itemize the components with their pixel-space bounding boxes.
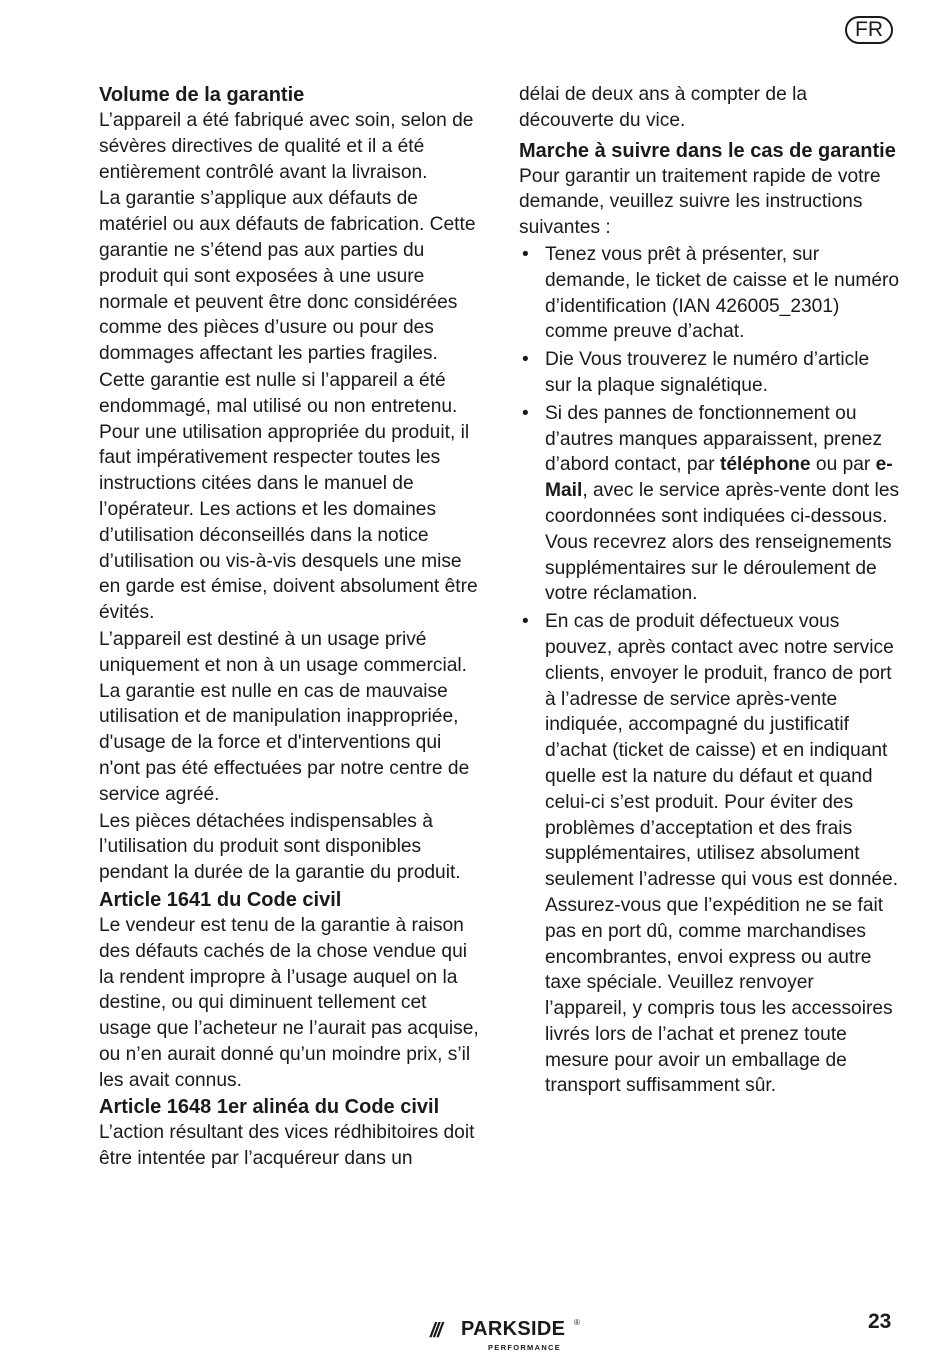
bullet: • (522, 611, 529, 633)
paragraph: L’appareil a été fabriqué avec soin, selon de sévères directives de qualité et il a été entièrement contrôlé avant la livraison. (99, 110, 474, 183)
logo-wordmark: PARKSIDE (461, 1318, 566, 1340)
heading-warranty-procedure: Marche à suivre dans le cas de garantie (519, 139, 896, 162)
logo-slashes: /// (430, 1320, 441, 1342)
paragraph: L’appareil est destiné à un usage privé uniquement et non à un usage commercial. La garantie est nulle en cas de mauvaise utilisation et de manipulation inappropriée, d'usage de la force et d'interventions qui n'ont pas été effectuées par notre centre de service agréé. (99, 628, 470, 805)
bullet: • (522, 349, 529, 371)
list-item (519, 242, 900, 345)
heading-article-1648: Article 1648 1er alinéa du Code civil (99, 1096, 440, 1119)
heading-article-1641: Article 1641 du Code civil (99, 888, 342, 911)
logo-registered-mark: ® (574, 1318, 580, 1327)
paragraph: délai de deux ans à compter de la découverte du vice. (519, 84, 807, 131)
bullet: • (522, 402, 529, 424)
list-item (519, 347, 900, 399)
list-item (519, 609, 900, 1099)
emphasis-email: e-Mail (545, 454, 893, 502)
heading-warranty-scope: Volume de la garantie (99, 84, 305, 106)
paragraph: Le vendeur est tenu de la garantie à raison des défauts cachés de la chose vendue qui la rendent impropre à l’usage auquel on la destine, ou qui diminuent tellement cet usage que l’acheteur ne l’aurait pas acquise, ou n’en aurait donné qu’un moindre prix, s’il les avait connus. (99, 914, 479, 1091)
list-item-text: En cas de produit défectueux vous pouvez, après contact avec notre service clients, envoyer le produit, franco de port à l’adresse de service après-vente indiquée, accompagné du justificatif d’achat (ticket de caisse) et en indiquant quelle est la nature du défaut et quand celui-ci s’est produit. Pour éviter des problèmes d’acceptation et des frais supplémentaires, utilisez absolument seulement l’adresse qui vous est donnée. Assurez-vous que l’expédition ne se fait pas en port dû, comme marchandises encombrantes, envoi express ou autre taxe spéciale. Veuillez renvoyer l’appareil, y compris tous les accessoires livrés lors de l’achat et prenez toute mesure pour avoir un emballage de transport suffisamment sûr. (545, 611, 899, 1097)
bullet: • (522, 243, 529, 265)
list-item-text: Die Vous trouverez le numéro d’article sur la plaque signalétique. (545, 349, 870, 396)
list-item (519, 401, 900, 607)
left-column (99, 82, 480, 1173)
language-badge: FR (845, 16, 893, 44)
list-item-text: Tenez vous prêt à présenter, sur demande, le ticket de caisse et le numéro d’identification (IAN 426005_2301) comme preuve d’achat. (545, 243, 900, 343)
paragraph: L’action résultant des vices rédhibitoires doit être intentée par l’acquéreur dans un (99, 1122, 475, 1170)
page-number: 23 (868, 1310, 892, 1333)
logo-subtitle: PERFORMANCE (488, 1343, 562, 1352)
paragraph: Cette garantie est nulle si l’appareil a été endommagé, mal utilisé ou non entretenu. Pour une utilisation appropriée du produit, il faut impérativement respecter toutes les instructions citées dans le manuel de l’opérateur. Les actions et les domaines d’utilisation déconseillés dans la notice d’utilisation ou vis-à-vis desquels une mise en garde est émise, doivent absolument être évités. (99, 369, 478, 624)
right-column (519, 82, 900, 1101)
procedure-list (519, 242, 900, 1099)
paragraph: La garantie s’applique aux défauts de matériel ou aux défauts de fabrication. Cette garantie ne s’étend pas aux parties du produit qui sont exposées à une usure normale et peuvent être donc considérées comme des pièces d’usure ou pour des dommages affectant les parties fragiles. (99, 188, 476, 365)
list-item-text: Si des pannes de fonctionnement ou d’autres manques apparaissent, prenez d’abord contact, par téléphone ou par e-Mail, avec le service après-vente dont les coordonnées sont indiquées ci-dessous. Vous recevrez alors des renseignements supplémentaires sur le déroulement de votre réclamation. (545, 402, 900, 605)
paragraph: Pour garantir un traitement rapide de votre demande, veuillez suivre les instructions suivantes : (519, 165, 881, 239)
paragraph: Les pièces détachées indispensables à l’utilisation du produit sont disponibles pendant la durée de la garantie du produit. (99, 810, 461, 884)
parkside-logo (430, 1318, 580, 1354)
emphasis-telephone: téléphone (719, 454, 811, 476)
